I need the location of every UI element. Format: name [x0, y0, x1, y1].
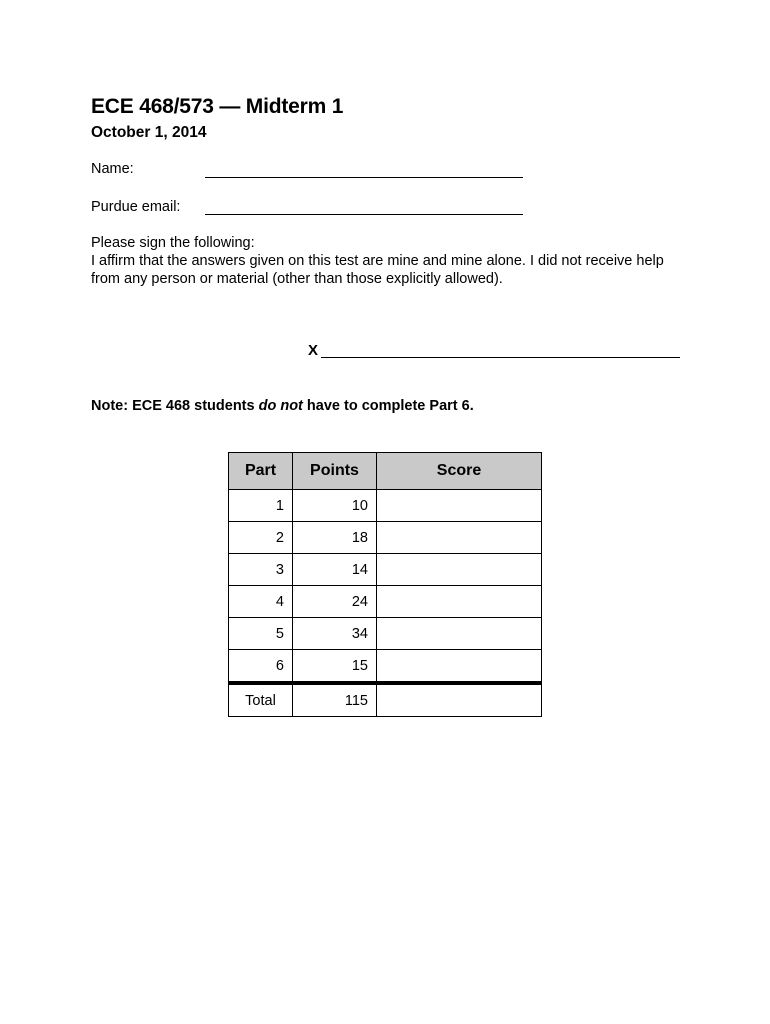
part-cell: 6	[229, 650, 293, 684]
header-points: Points	[293, 453, 377, 490]
points-cell: 10	[293, 490, 377, 522]
points-cell: 18	[293, 522, 377, 554]
score-cell[interactable]	[377, 586, 542, 618]
note-prefix: Note: ECE 468 students	[91, 398, 259, 414]
table-row	[229, 650, 542, 684]
affirmation-text: I affirm that the answers given on this test are mine and mine alone. I did not receive help from any person or material (other than those explicitly allowed).	[91, 253, 664, 287]
score-table	[228, 452, 542, 717]
signature-mark: X	[308, 342, 319, 359]
header-score: Score	[377, 453, 542, 490]
score-cell[interactable]	[377, 618, 542, 650]
points-cell: 24	[293, 586, 377, 618]
table-header-row	[229, 453, 542, 490]
points-cell: 14	[293, 554, 377, 586]
total-points: 115	[293, 683, 377, 717]
table-row	[229, 490, 542, 522]
exam-date: October 1, 2014	[91, 124, 207, 141]
total-row	[229, 683, 542, 717]
part-cell: 3	[229, 554, 293, 586]
email-field[interactable]	[205, 214, 523, 215]
name-field[interactable]	[205, 177, 523, 178]
part-cell: 5	[229, 618, 293, 650]
table-row	[229, 554, 542, 586]
part-cell: 4	[229, 586, 293, 618]
exam-title: ECE 468/573 — Midterm 1	[91, 95, 344, 118]
table-row	[229, 586, 542, 618]
note-emphasis: do not	[258, 398, 303, 414]
affirmation-block	[91, 234, 691, 288]
points-cell: 34	[293, 618, 377, 650]
header-part: Part	[229, 453, 293, 490]
note-suffix: have to complete Part 6.	[302, 398, 474, 414]
note	[91, 398, 474, 414]
part-cell: 1	[229, 490, 293, 522]
affirmation-prompt: Please sign the following:	[91, 235, 255, 251]
total-label: Total	[229, 683, 293, 717]
signature-field[interactable]	[321, 357, 680, 358]
email-label: Purdue email:	[91, 199, 181, 215]
points-cell: 15	[293, 650, 377, 684]
table-row	[229, 522, 542, 554]
score-cell[interactable]	[377, 554, 542, 586]
total-score-cell[interactable]	[377, 683, 542, 717]
score-cell[interactable]	[377, 650, 542, 684]
part-cell: 2	[229, 522, 293, 554]
score-cell[interactable]	[377, 522, 542, 554]
score-cell[interactable]	[377, 490, 542, 522]
table-row	[229, 618, 542, 650]
name-label: Name:	[91, 161, 134, 177]
